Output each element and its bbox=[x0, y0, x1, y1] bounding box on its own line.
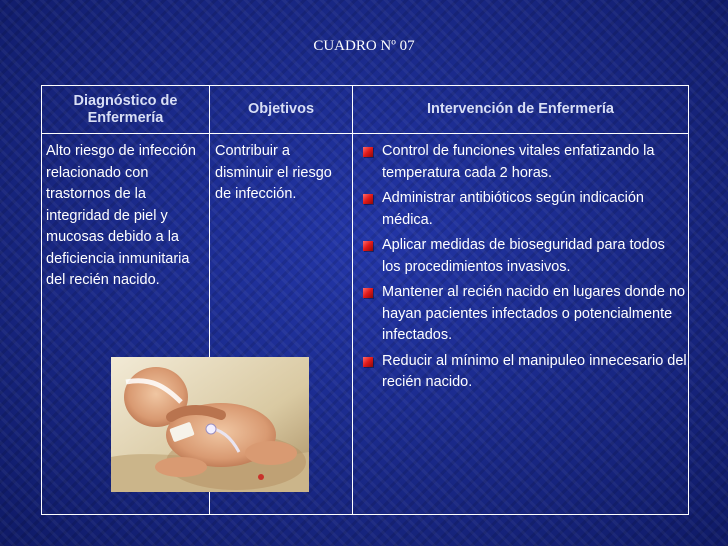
red-square-bullet-icon bbox=[363, 147, 373, 157]
newborn-photo bbox=[111, 357, 309, 492]
header-divider bbox=[42, 133, 688, 134]
red-square-bullet-icon bbox=[363, 288, 373, 298]
header-objectives: Objetivos bbox=[247, 101, 315, 117]
column-divider bbox=[352, 86, 353, 514]
intervention-list bbox=[361, 141, 687, 394]
red-square-bullet-icon bbox=[363, 241, 373, 251]
header-diagnosis: Diagnóstico de Enfermería bbox=[73, 92, 178, 126]
list-item: Control de funciones vitales enfatizando la temperatura cada 2 horas. bbox=[361, 141, 687, 184]
header-intervention: Intervención de Enfermería bbox=[427, 101, 614, 117]
slide-title: CUADRO Nº 07 bbox=[313, 38, 415, 54]
list-item: Aplicar medidas de bioseguridad para todos los procedimientos invasivos. bbox=[361, 235, 687, 278]
intervention-cell bbox=[361, 141, 687, 398]
diagnosis-text: Alto riesgo de infección relacionado con trastornos de la integridad de piel y mucosas debido a la deficiencia inmunitaria del recién nacido. bbox=[46, 143, 196, 288]
newborn-illustration bbox=[111, 357, 309, 492]
red-square-bullet-icon bbox=[363, 194, 373, 204]
list-item: Mantener al recién nacido en lugares donde no hayan pacientes infectados o potencialmente infectados. bbox=[361, 282, 687, 347]
list-item: Reducir al mínimo el manipuleo innecesario del recién nacido. bbox=[361, 351, 687, 394]
list-item: Administrar antibióticos según indicación médica. bbox=[361, 188, 687, 231]
objective-text: Contribuir a disminuir el riesgo de infección. bbox=[215, 143, 332, 202]
red-square-bullet-icon bbox=[363, 357, 373, 367]
